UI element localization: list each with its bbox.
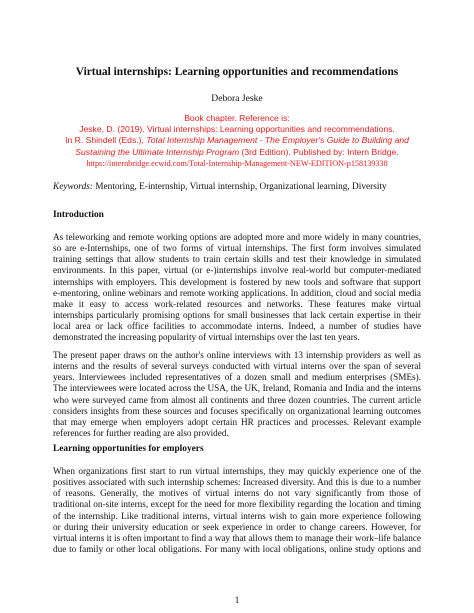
chapter-note-publisher: (3rd Edition). Published by: Intern Bridge. <box>239 146 399 157</box>
chapter-note-book-title-part1: Total Internship Management - The Employer's Guide to Building and <box>146 135 409 146</box>
text-line: considers insights from these sources and focuses specifically on organizational learning outcomes <box>53 405 421 416</box>
keywords-text: Mentoring, E-internship, Virtual internship, Organizational learning, Diversity <box>92 182 387 192</box>
author-name: Debora Jeske <box>211 93 263 104</box>
text-line: training settings that allow students to train certain skills and test their knowledge in simulated <box>53 254 421 265</box>
chapter-note-url[interactable]: https://internbridge.ecwid.com/Total-Internship-Management-NEW-EDITION-p158139338 <box>86 158 388 168</box>
text-line: positives associated with such internship schemes: Increased diversity. And this is due to a number <box>53 477 421 488</box>
text-line: The interviewees were located across the USA, the UK, Ireland, Romania and India and the interns <box>53 383 421 394</box>
learning-opportunities-heading: Learning opportunities for employers <box>53 444 204 454</box>
chapter-note-book-title-part2: Sustaining the Ultimate Internship Program <box>75 146 240 157</box>
introduction-paragraph-1 <box>53 232 421 344</box>
text-line: make it easy to access work-related resources and networks. These features make virtual <box>53 298 421 309</box>
text-line: of the internship. Like traditional interns, virtual interns wish to gain more experience following <box>53 510 421 521</box>
page-number: 1 <box>234 595 240 605</box>
introduction-heading: Introduction <box>53 210 104 220</box>
text-line: environments. In this paper, virtual (or e-)internships involve real-world but computer-mediated <box>53 265 421 276</box>
text-line: internships with employers. This development is fostered by new tools and software that support <box>53 276 421 287</box>
text-line: of reasons. Generally, the motives of virtual interns do not vary significantly from those of <box>53 488 421 499</box>
text-line: years. Interviewees included representatives of a dozen small and medium enterprises (SMEs). <box>53 372 421 383</box>
text-line: The present paper draws on the author's online interviews with 13 internship providers as well as <box>53 350 421 360</box>
chapter-note-line1: Book chapter. Reference is: <box>184 113 290 123</box>
text-line: or during their university education or seek experience in order to change careers. However, for <box>53 521 421 532</box>
text-line: virtual interns it is often important to find a way that allows them to manage their work–life balance <box>53 532 421 543</box>
keywords-line <box>53 182 433 192</box>
text-line: traditional on-site interns, except for the need for more flexibility regarding the location and timing <box>53 499 421 510</box>
text-line: interns and the results of several surveys conducted with virtual interns over the span of several <box>53 361 421 372</box>
chapter-note-line2: Jeske, D. (2019). Virtual internships: Learning opportunities and recommendations. <box>79 124 395 135</box>
chapter-note-line3 <box>40 135 434 146</box>
text-line: demonstrated the increasing popularity of virtual internships over the last ten years. <box>53 332 360 343</box>
text-line: As teleworking and remote working options are adopted more and more widely in many countries, <box>53 232 421 242</box>
text-line: local area or lack office facilities to accommodate interns. Indeed, a number of studies have <box>53 321 421 332</box>
text-line: When organizations first start to run virtual internships, they may quickly experience one of the <box>53 466 421 476</box>
text-line: so are e-Internships, one of two forms of virtual internships. The first form involves simulated <box>53 243 421 254</box>
chapter-reference-note <box>40 113 434 169</box>
chapter-note-line4 <box>40 147 434 158</box>
text-line: e-mentoring, online webinars and remote working applications. In addition, cloud and social media <box>53 287 421 298</box>
paper-title: Virtual internships: Learning opportunities and recommendations <box>75 66 399 78</box>
text-line: due to family or other local obligations. For many with local obligations, online study options and <box>53 544 421 555</box>
text-line: internships particularly promising options for small businesses that lack certain expertise in their <box>53 310 421 321</box>
learning-paragraph-1 <box>53 466 421 555</box>
text-line: who were surveyed came from almost all continents and three dozen countries. The current article <box>53 394 421 405</box>
text-line: references for further reading are also provided. <box>53 428 229 439</box>
chapter-note-editors: In R. Shindell (Eds.), <box>65 135 147 146</box>
introduction-paragraph-2 <box>53 350 421 439</box>
keywords-label: Keywords: <box>53 182 93 192</box>
text-line: that may emerge when employers adopt certain HR practices and processes. Relevant example <box>53 416 421 427</box>
